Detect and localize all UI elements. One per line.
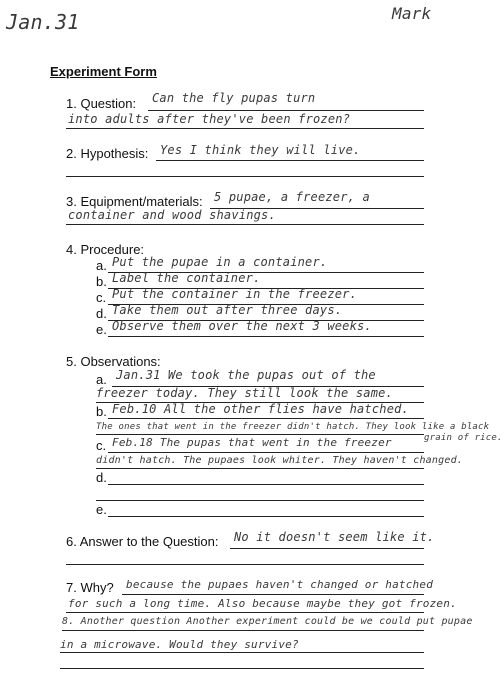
equipment-answer-line-2[interactable]: container and wood shavings. [68,208,276,222]
equipment-answer-line-1[interactable]: 5 pupae, a freezer, a [214,190,370,204]
observation-d-letter: d. [96,470,107,485]
hypothesis-rule-1 [156,160,424,161]
procedure-step-a-text[interactable]: Put the pupae in a container. [112,255,328,269]
observation-rule-b1 [108,418,424,419]
observation-rule-c2 [96,468,424,469]
observation-rule-b2 [96,434,424,435]
answer-rule-2 [66,564,424,565]
observation-c-line-1[interactable]: Feb.18 The pupas that went in the freezer [112,436,392,449]
observation-c-letter: c. [96,438,107,453]
procedure-step-b-letter: b. [96,274,107,289]
procedure-step-e-text[interactable]: Observe them over the next 3 weeks. [112,319,372,333]
hypothesis-label: 2. Hypothesis: [66,146,149,161]
why-line-2[interactable]: for such a long time. Also because maybe they got frozen. [68,597,457,610]
question-rule-1 [148,110,424,111]
observation-b-line-2[interactable]: The ones that went in the freezer didn't hatch. They look like a black [96,422,490,432]
equipment-rule-2 [66,224,424,225]
question-label: 1. Question: [66,96,137,111]
answer-rule-1 [230,548,424,549]
observation-a-line-1[interactable]: Jan.31 We took the pupas out of the [116,368,376,382]
observation-b-line-1[interactable]: Feb.10 All the other flies have hatched. [112,402,409,416]
observation-a-line-2[interactable]: freezer today. They still look the same. [96,386,393,400]
hypothesis-answer[interactable]: Yes I think they will live. [160,143,361,157]
why-line-1[interactable]: because the pupaes haven't changed or hatched [126,578,434,591]
equipment-label: 3. Equipment/materials: [66,194,203,209]
why-rule-5 [60,668,424,669]
date-handwritten: Jan.31 [6,10,80,34]
observation-rule-e [108,516,424,517]
observation-b-letter: b. [96,404,107,419]
observation-rule-c1 [108,452,424,453]
observation-rule-d2 [96,500,424,501]
procedure-label: 4. Procedure: [66,242,145,257]
why-rule-4 [60,652,424,653]
procedure-rule-e [108,336,424,337]
why-line-3[interactable]: 8. Another question Another experiment could be we could put pupae [62,616,473,627]
question-rule-2 [66,128,424,129]
form-title: Experiment Form [50,64,157,79]
observation-b-note: grain of rice. [424,433,503,443]
procedure-step-e-letter: e. [96,322,107,337]
observation-c-line-2[interactable]: didn't hatch. The pupaes look whiter. They haven't changed. [96,455,464,466]
why-rule-1 [122,594,424,595]
why-line-4[interactable]: in a microwave. Would they survive? [60,638,299,651]
hypothesis-rule-2 [66,176,424,177]
observation-e-letter: e. [96,502,107,517]
procedure-step-b-text[interactable]: Label the container. [112,271,261,285]
why-rule-2 [66,612,424,613]
procedure-step-a-letter: a. [96,258,107,273]
procedure-step-d-text[interactable]: Take them out after three days. [112,303,343,317]
procedure-step-c-text[interactable]: Put the container in the freezer. [112,287,358,301]
answer-label: 6. Answer to the Question: [66,534,219,549]
observations-label: 5. Observations: [66,354,161,369]
observation-a-letter: a. [96,372,107,387]
answer-text[interactable]: No it doesn't seem like it. [234,530,435,544]
question-answer-line-1[interactable]: Can the fly pupas turn [152,91,316,105]
question-answer-line-2[interactable]: into adults after they've been frozen? [68,112,351,126]
procedure-step-d-letter: d. [96,306,107,321]
observation-rule-d1 [108,484,424,485]
procedure-step-c-letter: c. [96,290,107,305]
name-handwritten: Mark [392,4,432,23]
why-rule-3 [62,630,424,631]
why-label: 7. Why? [66,580,114,595]
